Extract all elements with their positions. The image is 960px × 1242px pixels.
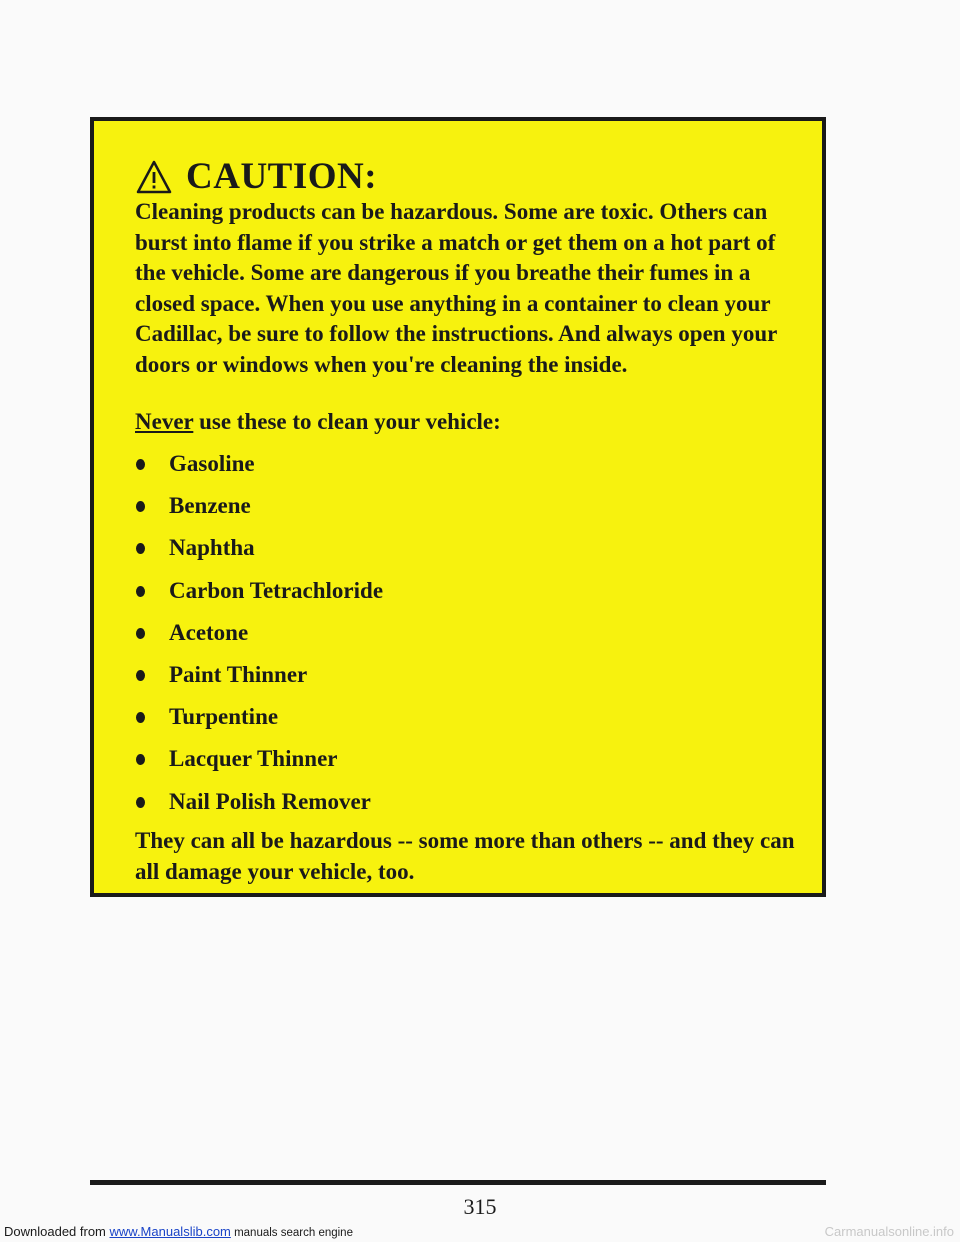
never-line — [135, 409, 501, 435]
bullet-icon — [136, 712, 145, 723]
prohibited-products-list — [94, 449, 822, 829]
caution-closing: They can all be hazardous -- some more than others -- and they can all damage your vehicle, too. — [135, 828, 795, 884]
bullet-icon — [136, 797, 145, 808]
list-item: Acetone — [94, 618, 822, 660]
list-item: Turpentine — [94, 702, 822, 744]
list-item: Gasoline — [94, 449, 822, 491]
caution-header — [136, 155, 377, 198]
list-item: Nail Polish Remover — [94, 787, 822, 829]
bullet-icon — [136, 501, 145, 512]
manualslib-link[interactable]: www.Manualslib.com — [109, 1224, 231, 1239]
bullet-icon — [136, 670, 145, 681]
list-item: Lacquer Thinner — [94, 744, 822, 786]
list-item: Paint Thinner — [94, 660, 822, 702]
caution-box — [90, 117, 826, 897]
caution-title: CAUTION: — [186, 156, 378, 197]
warning-triangle-icon — [136, 160, 172, 194]
footer-rule — [90, 1180, 826, 1185]
list-item: Naphtha — [94, 533, 822, 575]
bullet-icon — [136, 543, 145, 554]
bullet-icon — [136, 459, 145, 470]
bullet-icon — [136, 754, 145, 765]
download-source-footer — [4, 1224, 353, 1239]
footer-suffix: manuals search engine — [230, 1227, 353, 1239]
caution-body: Cleaning products can be hazardous. Some are toxic. Others can burst into flame if you strike a match or get them on a hot part of the vehicle. Some are dangerous if you breathe their fumes in a closed space. When you use anything in a container to clean your Cadillac, be sure to follow the instructions. And always open your doors or windows when you're cleaning the inside. — [135, 199, 777, 377]
list-item: Carbon Tetrachloride — [94, 576, 822, 618]
bullet-icon — [136, 628, 145, 639]
site-watermark: Carmanualsonline.info — [824, 1224, 954, 1239]
never-rest: use these to clean your vehicle: — [193, 409, 501, 434]
footer-prefix: Downloaded from — [4, 1224, 110, 1239]
never-word: Never — [135, 409, 194, 434]
bullet-icon — [136, 586, 145, 597]
list-item: Benzene — [94, 491, 822, 533]
page-number: 315 — [463, 1194, 497, 1219]
